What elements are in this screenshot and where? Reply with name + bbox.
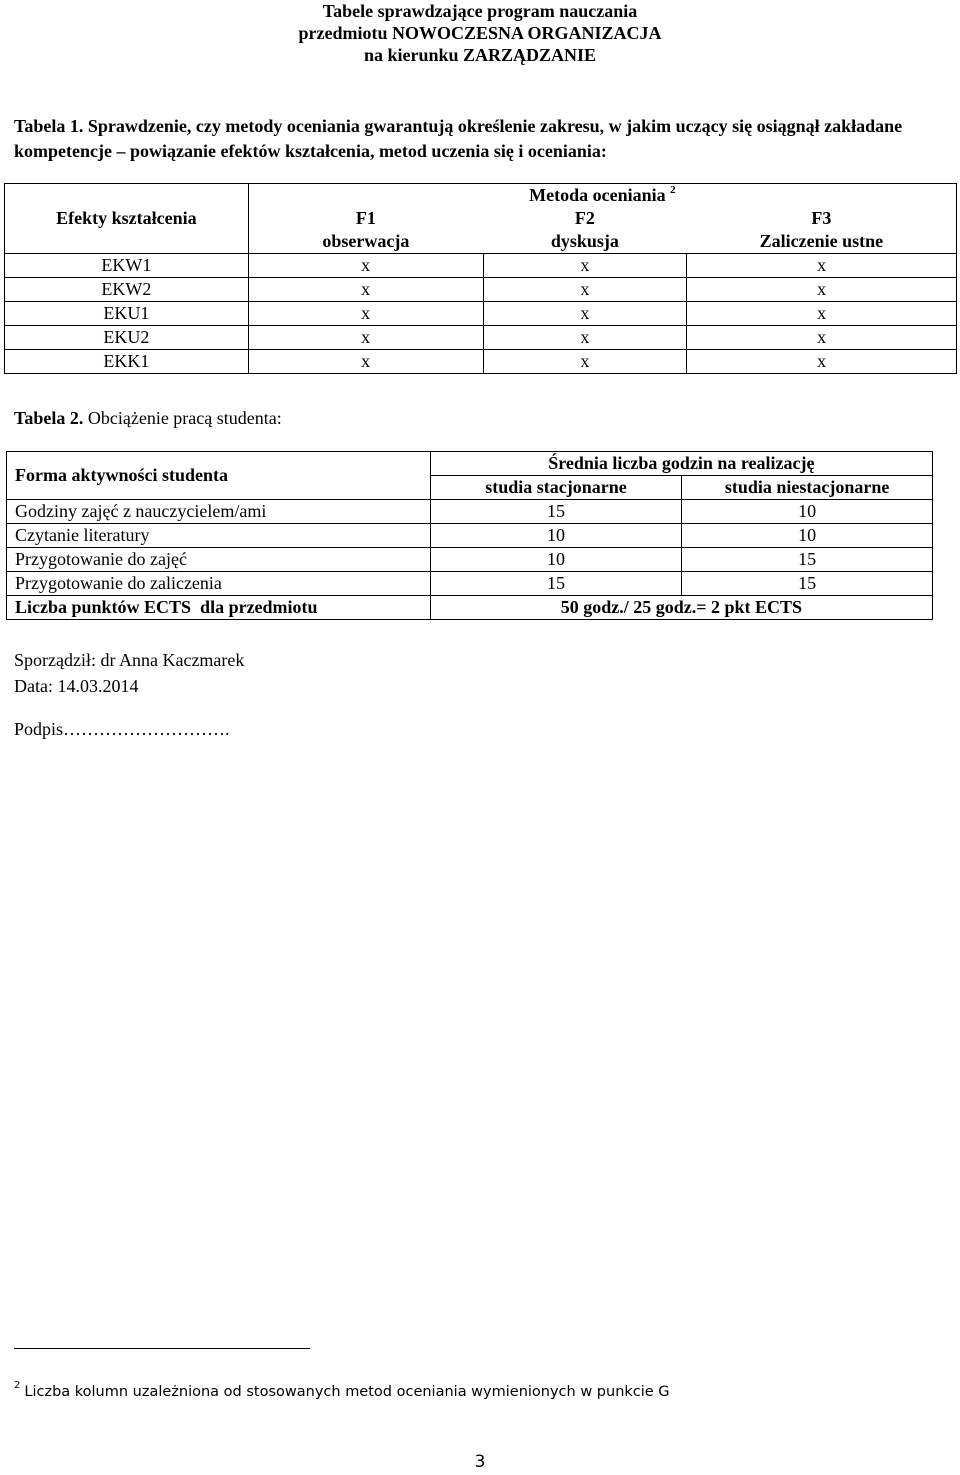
document-title — [0, 0, 960, 66]
method-f1-name: obserwacja — [322, 231, 410, 251]
author-block — [14, 647, 244, 699]
cell-f2: x — [483, 350, 687, 374]
activity-label: Godziny zajęć z nauczycielem/ami — [7, 500, 431, 524]
cell-f1: x — [248, 350, 483, 374]
ects-total-label: Liczba punktów ECTS dla przedmiotu — [7, 596, 431, 620]
title-line-2: przedmiotu NOWOCZESNA ORGANIZACJA — [298, 23, 662, 43]
page-number: 3 — [474, 1452, 486, 1472]
table-row — [5, 278, 957, 302]
part-time-hours: 15 — [682, 548, 933, 572]
cell-f2: x — [483, 254, 687, 278]
method-header-text: Metoda oceniania — [529, 185, 666, 205]
table2-caption-text: Obciążenie pracą studenta: — [83, 408, 282, 428]
cell-f1: x — [248, 302, 483, 326]
effects-header: Efekty kształcenia — [5, 184, 249, 254]
method-f3-header — [687, 207, 957, 254]
cell-f3: x — [687, 302, 957, 326]
full-time-hours: 10 — [430, 548, 682, 572]
cell-f2: x — [483, 326, 687, 350]
workload-table — [6, 451, 933, 620]
table1-caption-prefix: Tabela 1. — [14, 116, 84, 136]
method-f3-code: F3 — [811, 208, 832, 228]
cell-f2: x — [483, 278, 687, 302]
cell-f2: x — [483, 302, 687, 326]
method-f2-code: F2 — [574, 208, 595, 228]
ects-total-value: 50 godz./ 25 godz.= 2 pkt ECTS — [430, 596, 932, 620]
full-time-header: studia stacjonarne — [430, 476, 682, 500]
table-row — [7, 572, 933, 596]
effect-label: EKW2 — [5, 278, 249, 302]
cell-f3: x — [687, 350, 957, 374]
table2-caption-prefix: Tabela 2. — [14, 408, 84, 428]
cell-f1: x — [248, 326, 483, 350]
method-f2-header — [483, 207, 687, 254]
table-row — [5, 302, 957, 326]
effect-label: EKU1 — [5, 302, 249, 326]
signature-line: Podpis………………………. — [14, 719, 230, 739]
table-row — [7, 548, 933, 572]
table1-caption-text: Sprawdzenie, czy metody oceniania gwarantują określenie zakresu, w jakim uczący się osiągnął zakładane kompetencje – powiązanie efektów kształcenia, metod uczenia się i oceniania: — [14, 116, 903, 161]
footnote-marker: 2 — [14, 1380, 21, 1391]
hours-header: Średnia liczba godzin na realizację — [430, 452, 932, 476]
title-line-1: Tabele sprawdzające program nauczania — [322, 1, 638, 21]
activity-label: Przygotowanie do zaliczenia — [7, 572, 431, 596]
footnote-text: Liczba kolumn uzależniona od stosowanych metod oceniania wymienionych w punkcie G — [24, 1384, 670, 1400]
activity-label: Czytanie literatury — [7, 524, 431, 548]
table-row — [7, 524, 933, 548]
table-row — [5, 326, 957, 350]
method-f1-code: F1 — [355, 208, 376, 228]
cell-f3: x — [687, 278, 957, 302]
part-time-hours: 10 — [682, 524, 933, 548]
assessment-methods-table — [4, 183, 957, 374]
full-time-hours: 15 — [430, 572, 682, 596]
cell-f3: x — [687, 326, 957, 350]
ects-total-row — [7, 596, 933, 620]
footnote-divider — [14, 1348, 310, 1349]
footnote-ref: 2 — [670, 184, 676, 196]
activity-label: Przygotowanie do zajęć — [7, 548, 431, 572]
table1-caption — [14, 114, 949, 164]
cell-f1: x — [248, 278, 483, 302]
table-row — [5, 350, 957, 374]
effect-label: EKK1 — [5, 350, 249, 374]
date: Data: 14.03.2014 — [14, 676, 139, 696]
table-row — [5, 254, 957, 278]
effect-label: EKU2 — [5, 326, 249, 350]
cell-f3: x — [687, 254, 957, 278]
full-time-hours: 10 — [430, 524, 682, 548]
cell-f1: x — [248, 254, 483, 278]
part-time-header: studia niestacjonarne — [682, 476, 933, 500]
table-row — [7, 500, 933, 524]
table2-caption — [14, 408, 282, 429]
author: Sporządził: dr Anna Kaczmarek — [14, 650, 245, 670]
part-time-hours: 10 — [682, 500, 933, 524]
footnote — [14, 1380, 670, 1400]
activity-header: Forma aktywności studenta — [7, 452, 431, 500]
full-time-hours: 15 — [430, 500, 682, 524]
effect-label: EKW1 — [5, 254, 249, 278]
method-f2-name: dyskusja — [550, 231, 619, 251]
method-f1-header — [248, 207, 483, 254]
method-header — [248, 184, 956, 208]
method-f3-name: Zaliczenie ustne — [759, 231, 884, 251]
part-time-hours: 15 — [682, 572, 933, 596]
title-line-3: na kierunku ZARZĄDZANIE — [363, 45, 597, 65]
